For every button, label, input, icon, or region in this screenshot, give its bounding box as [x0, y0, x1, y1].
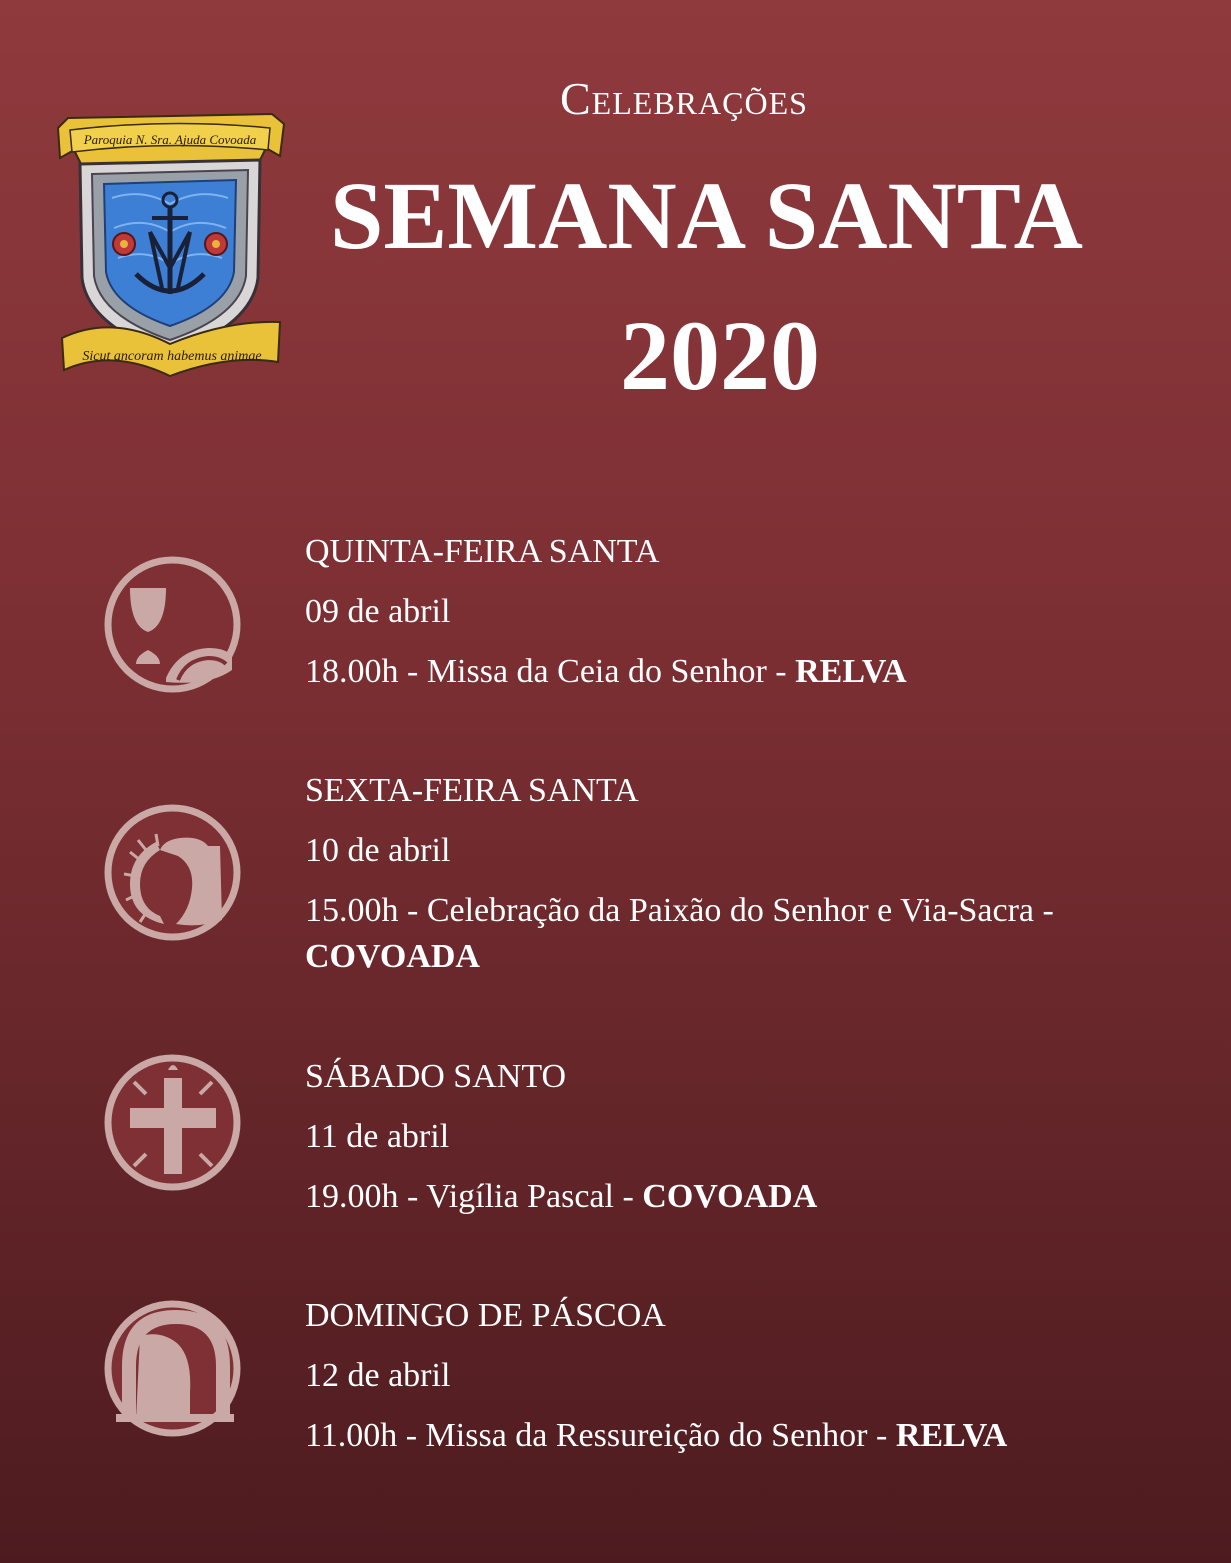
parish-crest-icon: [52, 108, 288, 384]
event-day: QUINTA-FEIRA SANTA: [305, 533, 660, 570]
header-subtitle: Celebrações: [560, 73, 808, 124]
event-sexta-feira: [305, 761, 1185, 980]
event-description: [305, 642, 1185, 702]
event-date: 10 de abril: [305, 832, 451, 869]
event-description: [305, 881, 1185, 980]
event-day: SÁBADO SANTO: [305, 1058, 567, 1095]
header-year: 2020: [620, 300, 820, 411]
radiant-cross-icon: [100, 1050, 245, 1195]
event-day: DOMINGO DE PÁSCOA: [305, 1297, 666, 1334]
svg-text:Sicut ancoram habemus animae: Sicut ancoram habemus animae: [82, 349, 262, 364]
event-date: 09 de abril: [305, 593, 451, 630]
event-sabado-santo: [305, 1047, 1185, 1227]
event-description: [305, 1167, 1185, 1227]
event-place: COVOADA: [305, 938, 480, 975]
event-place: RELVA: [795, 653, 907, 690]
event-date: 11 de abril: [305, 1118, 450, 1155]
svg-text:Paroquia N. Sra. Ajuda Covoada: Paroquia N. Sra. Ajuda Covoada: [83, 132, 257, 147]
event-day: SEXTA-FEIRA SANTA: [305, 772, 639, 809]
event-time-description: 19.00h - Vigília Pascal -: [305, 1178, 643, 1215]
empty-tomb-icon: [100, 1296, 245, 1441]
event-description: [305, 1406, 1185, 1466]
event-quinta-feira: [305, 522, 1185, 702]
page-title: SEMANA SANTA: [330, 162, 1083, 269]
chalice-icon: [100, 552, 245, 697]
event-time-description: 15.00h - Celebração da Paixão do Senhor e Via-Sacra -: [305, 892, 1054, 929]
event-domingo-pascoa: [305, 1286, 1185, 1466]
event-place: RELVA: [895, 1417, 1008, 1454]
event-time-description: 18.00h - Missa da Ceia do Senhor -: [305, 653, 796, 690]
crown-of-thorns-icon: [100, 800, 245, 945]
event-place: COVOADA: [642, 1178, 818, 1215]
event-time-description: 11.00h - Missa da Ressureição do Senhor -: [305, 1417, 896, 1454]
event-date: 12 de abril: [305, 1357, 451, 1394]
